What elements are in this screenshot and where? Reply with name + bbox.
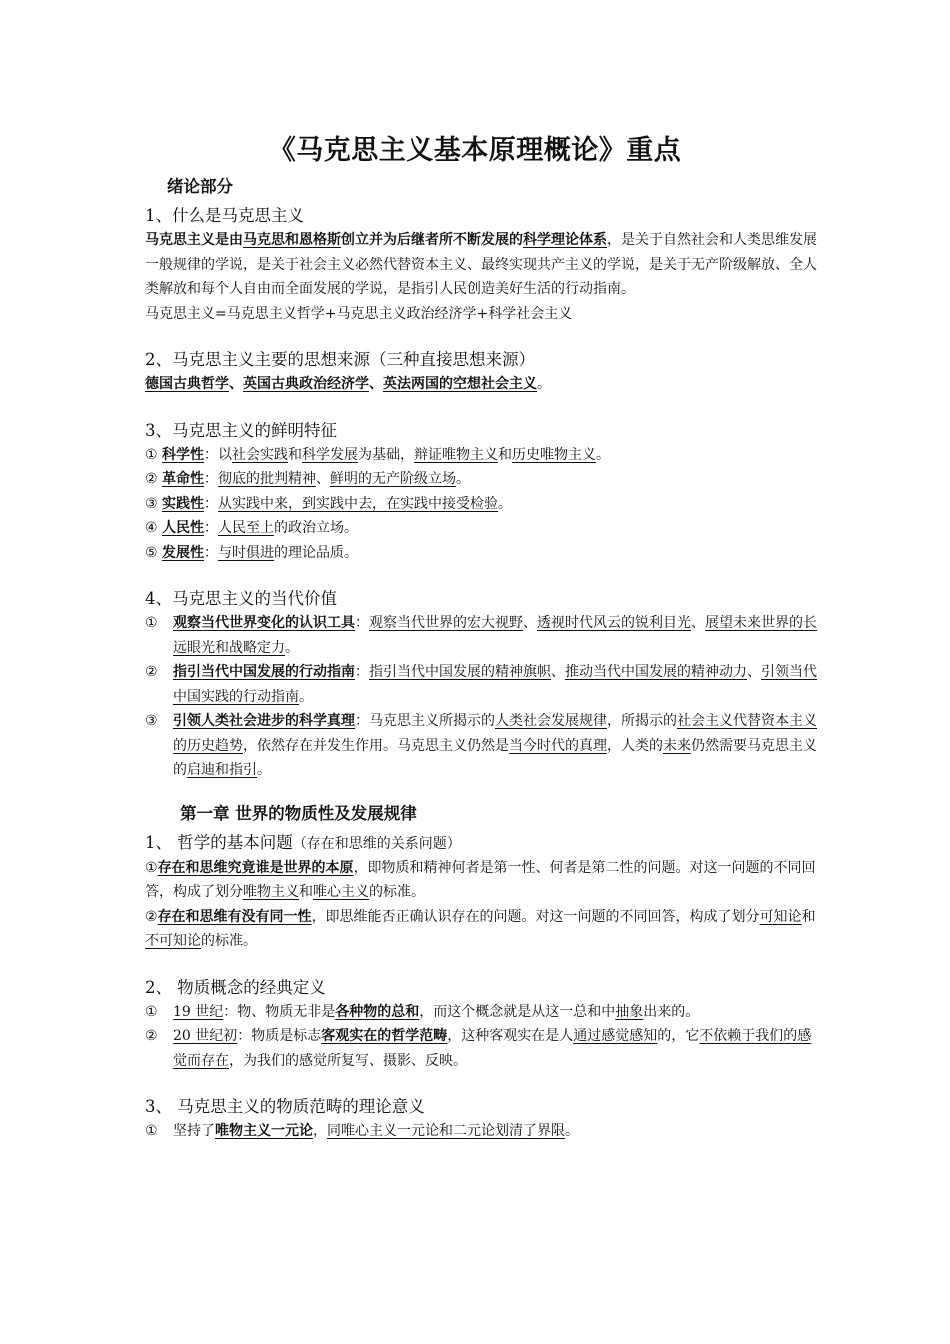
feature-item: ④ 人民性：人民至上的政治立场。	[145, 520, 359, 536]
q2-sources: 德国古典哲学、英国古典政治经济学、英法两国的空想社会主义。	[145, 376, 551, 392]
definition-item: ① 19 世纪：物、物质无非是各种物的总和，而这个概念就是从这一总和中抽象出来的。	[145, 1003, 700, 1020]
ch1-q1-point-2: ②存在和思维有没有同一性，即思维能否正确认识存在的问题。对这一问题的不同回答，构成了划分可知论和不可知论的标准。	[145, 908, 816, 949]
document-body	[145, 176, 825, 1144]
ch1-q2-title: 2、 物质概念的经典定义	[145, 977, 326, 997]
feature-item: ② 革命性：彻底的批判精神、鲜明的无产阶级立场。	[145, 471, 471, 487]
value-item: ③ 引领人类社会进步的科学真理：马克思主义所揭示的人类社会发展规律，所揭示的社会主义代替资本主义的历史趋势，依然存在并发生作用。马克思主义仍然是当今时代的真理，人类的未来仍然需要马克思主义的启迪和指引。	[145, 713, 817, 778]
feature-item: ① 科学性：以社会实践和科学发展为基础，辩证唯物主义和历史唯物主义。	[145, 446, 611, 463]
definition-item: ② 20 世纪初：物质是标志客观实在的哲学范畴，这种客观实在是人通过感觉感知的，它不依赖于我们的感觉而存在，为我们的感觉所复写、摄影、反映。	[145, 1028, 812, 1069]
value-item: ① 观察当代世界变化的认识工具：观察当代世界的宏大视野、透视时代风云的锐利目光、展望未来世界的长远眼光和战略定力。	[145, 615, 817, 656]
feature-item: ③ 实践性：从实践中来，到实践中去，在实践中接受检验。	[145, 495, 513, 512]
q3-title: 3、马克思主义的鲜明特征	[145, 420, 337, 440]
q1-definition: 马克思主义是由马克思和恩格斯创立并为后继者所不断发展的科学理论体系，是关于自然社会和人类思维发展一般规律的学说，是关于社会主义必然代替资本主义、最终实现共产主义的学说，是关于无产阶级解放、全人类解放和每个人自由而全面发展的学说，是指引人民创造美好生活的行动指南。	[145, 232, 817, 297]
feature-item: ⑤ 发展性：与时俱进的理论品质。	[145, 544, 359, 561]
ch1-q1-point-1: ①存在和思维究竟谁是世界的本原，即物质和精神何者是第一性、何者是第二性的问题。对这一问题的不同回答，构成了划分唯物主义和唯心主义的标准。	[145, 859, 816, 900]
document-title: 《马克思主义基本原理概论》重点	[268, 135, 682, 166]
significance-item: ① 坚持了唯物主义一元论，同唯心主义一元论和二元论划清了界限。	[145, 1123, 579, 1139]
q4-title: 4、马克思主义的当代价值	[145, 589, 337, 608]
section-heading-intro: 绪论部分	[167, 177, 233, 196]
ch1-q3-title: 3、 马克思主义的物质范畴的理论意义	[145, 1097, 425, 1116]
q2-title: 2、马克思主义主要的思想来源（三种直接思想来源）	[145, 350, 535, 369]
section-heading-chapter-1: 第一章 世界的物质性及发展规律	[180, 803, 417, 823]
q1-formula: 马克思主义=马克思主义哲学+马克思主义政治经济学+科学社会主义	[145, 305, 573, 322]
value-item: ② 指引当代中国发展的行动指南：指引当代中国发展的精神旗帜、推动当代中国发展的精神动力、引领当代中国实践的行动指南。	[145, 664, 817, 705]
q1-title: 1、什么是马克思主义	[145, 206, 304, 225]
ch1-q1-title: 1、 哲学的基本问题（存在和思维的关系问题）	[145, 832, 461, 852]
